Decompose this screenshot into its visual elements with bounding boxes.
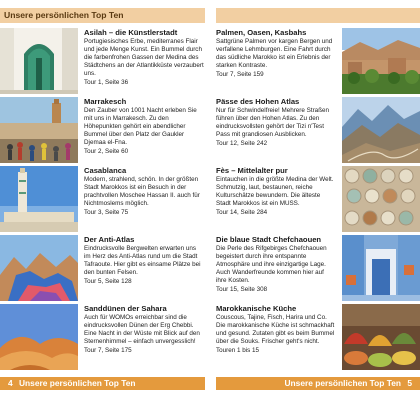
entry-description: Nur für Schwindelfreie! Mehrere Straßen führen über den Hohen Atlas. Zu den eindrucksvollsten gehört der Tizi n'Test Pass mit grandiosen Ausblicken. — [216, 107, 330, 139]
entry-tour-reference: Tour 1, Seite 36 — [84, 79, 129, 87]
entry-title: Pässe des Hohen Atlas — [216, 97, 300, 106]
entry-tour-reference: Tour 14, Seite 284 — [216, 209, 268, 217]
entry-description: Modern, strahlend, schön. In der größten Stadt Marokkos ist ein Besuch in der prachtvollen Moschee Hassan II. auch für Nichtmoslems möglich. — [84, 176, 200, 208]
entry-tour-reference: Touren 1 bis 15 — [216, 347, 260, 355]
page-number: 5 — [407, 378, 412, 388]
page-header — [216, 8, 420, 23]
entry-title: Marokkanische Küche — [216, 304, 297, 313]
top-ten-entry-asilah — [0, 28, 205, 94]
footer-label: Unsere persönlichen Top Ten — [19, 378, 136, 388]
entry-tour-reference: Tour 2, Seite 60 — [84, 148, 129, 156]
right-page — [210, 0, 420, 400]
footer-label: Unsere persönlichen Top Ten — [284, 378, 401, 388]
top-ten-entry-sahara — [0, 304, 205, 370]
entry-tour-reference: Tour 7, Seite 175 — [84, 347, 132, 355]
entry-description: Auch für WOMOs erreichbar sind die eindrucksvollen Dünen der Erg Chebbi. Eine Nacht in der Wüste mit Blick auf den Sternenhimmel – einfach unvergesslich! — [84, 314, 200, 346]
top-ten-entry-kueche — [216, 304, 420, 370]
top-ten-entry-palmen — [216, 28, 420, 94]
page-footer — [0, 377, 205, 390]
photo-marrakesch — [0, 97, 78, 163]
photo-palmen-oasen — [342, 28, 420, 94]
page-number: 4 — [8, 378, 13, 388]
entry-description: Couscous, Tajine, Fisch, Harira und Co. Die marokkanische Küche ist schmackhaft und gesund. Zutaten gibt es beim Bummel über die Souks. Frischer geht's nicht. — [216, 314, 335, 346]
photo-sahara — [0, 304, 78, 370]
entry-tour-reference: Tour 5, Seite 128 — [84, 278, 132, 286]
top-ten-entry-paesse — [216, 97, 420, 163]
entry-title: Asilah – die Künstlerstadt — [84, 28, 178, 37]
entry-tour-reference: Tour 7, Seite 159 — [216, 71, 264, 79]
entry-title: Der Anti-Atlas — [84, 235, 135, 244]
entry-title: Die blaue Stadt Chefchaouen — [216, 235, 322, 244]
entry-description: Eintauchen in die größte Medina der Welt. Schmutzig, laut, bestaunen, reiche Kulturschätze bewundern. Die älteste Stadt Marokkos ist ein MUSS. — [216, 176, 334, 208]
entry-tour-reference: Tour 15, Seite 308 — [216, 286, 268, 294]
entry-title: Sanddünen der Sahara — [84, 304, 167, 313]
top-ten-entry-casablanca — [0, 166, 205, 232]
page-header: Unsere persönlichen Top Ten — [0, 8, 205, 23]
entry-title: Marrakesch — [84, 97, 127, 106]
entry-title: Palmen, Oasen, Kasbahs — [216, 28, 307, 37]
photo-marokkanische-kueche — [342, 304, 420, 370]
photo-casablanca — [0, 166, 78, 232]
top-ten-entry-chefchaouen — [216, 235, 420, 301]
photo-anti-atlas — [0, 235, 78, 301]
entry-description: Eindrucksvolle Bergwelten erwarten uns im Herz des Anti-Atlas rund um die Stadt Tafraoute. Hier gibt es einsame Plätze bei den bunten Felsen. — [84, 245, 201, 277]
entry-title: Fès – Mittelalter pur — [216, 166, 288, 175]
photo-fes-gerberei — [342, 166, 420, 232]
entry-description: Portugiesisches Erbe, mediterranes Flair und jede Menge Kunst. Ein Bummel durch die farbenfrohen Gassen der Medina des Städtchens an der Atlantikküste verzaubert uns. — [84, 38, 204, 78]
entry-description: Die Perle des Rifgebirges Chefchaouen begeistert durch ihre entspannte Atmosphäre und ihre einzigartige Lage. Auch Wanderfreunde kommen hier auf ihre Kosten. — [216, 245, 327, 285]
page-footer — [216, 377, 420, 390]
entry-description: Sattgrüne Palmen vor kargen Bergen und verfallene Lehmburgen. Eine Fahrt durch das südliche Marokko ist ein Erlebnis der starken Kontraste. — [216, 38, 333, 70]
photo-chefchaouen — [342, 235, 420, 301]
top-ten-entry-anti-atlas — [0, 235, 205, 301]
photo-asilah — [0, 28, 78, 94]
entry-tour-reference: Tour 12, Seite 242 — [216, 140, 268, 148]
entry-description: Den Zauber von 1001 Nacht erleben Sie mit uns in Marrakesch. Zu den Höhepunkten gehört ein abendlicher Bummel über den Platz der Gaukler Djemaa el-Fna. — [84, 107, 197, 147]
top-ten-entry-fes — [216, 166, 420, 232]
top-ten-entry-marrakesch — [0, 97, 205, 163]
entry-title: Casablanca — [84, 166, 127, 175]
entry-tour-reference: Tour 3, Seite 75 — [84, 209, 129, 217]
photo-hoher-atlas — [342, 97, 420, 163]
